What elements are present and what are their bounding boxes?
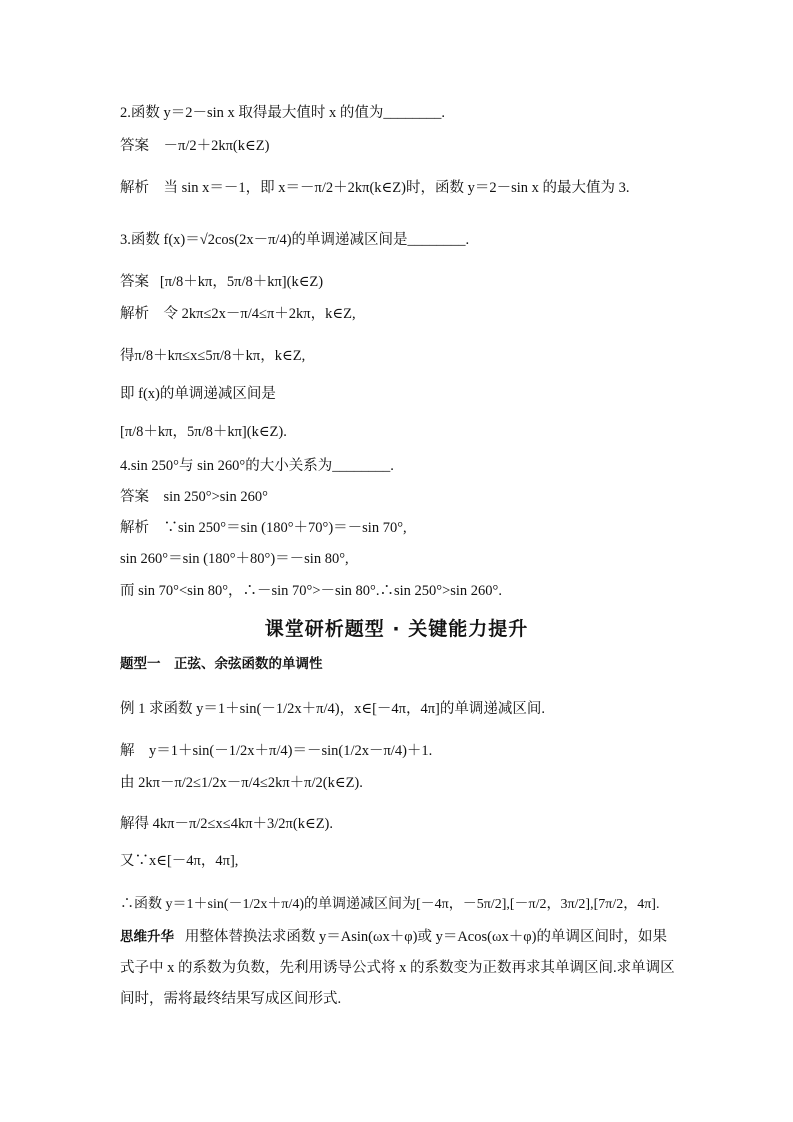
analysis-label: 解析 bbox=[120, 520, 149, 536]
q3-analysis-4 bbox=[120, 422, 287, 442]
type1-heading: 题型一 正弦、余弦函数的单调性 bbox=[120, 656, 323, 672]
summary-label: 思维升华 bbox=[120, 929, 174, 945]
section-title: 课堂研析题型 · 关键能力提升 bbox=[264, 618, 529, 640]
q2-question-text: 2.函数 y＝2－sin x 取得最大值时 x 的值为________. bbox=[120, 105, 446, 121]
solution-1 bbox=[120, 741, 432, 761]
answer-label: 答案 bbox=[120, 138, 149, 154]
q2-question bbox=[120, 103, 445, 123]
analysis-text: ∵sin 250°＝sin (180°＋70°)＝－sin 70°, bbox=[163, 520, 407, 536]
solution-2 bbox=[120, 773, 363, 793]
q4-analysis-1 bbox=[120, 518, 407, 538]
q2-analysis bbox=[120, 178, 630, 198]
q2-answer bbox=[120, 136, 269, 156]
q3-analysis-3 bbox=[120, 384, 276, 404]
analysis-text: 而 sin 70°<sin 80°，∴－sin 70°>－sin 80°.∴sin 250°>sin 260°. bbox=[120, 583, 502, 599]
analysis-text: 即 f(x)的单调递减区间是 bbox=[120, 386, 276, 402]
solution-text: 解得 4kπ－π/2≤x≤4kπ＋3/2π(k∈Z). bbox=[120, 816, 334, 832]
q4-answer bbox=[120, 487, 268, 507]
example-text: 例 1 求函数 y＝1＋sin(－1/2x＋π/4)，x∈[－4π，4π]的单调递减区间. bbox=[120, 701, 545, 717]
analysis-text: sin 260°＝sin (180°＋80°)＝－sin 80°, bbox=[120, 551, 349, 567]
q3-question bbox=[120, 230, 469, 250]
q4-question bbox=[120, 456, 394, 476]
solution-text: 由 2kπ－π/2≤1/2x－π/4≤2kπ＋π/2(k∈Z). bbox=[120, 775, 363, 791]
analysis-label: 解析 bbox=[120, 180, 149, 196]
q3-analysis-2 bbox=[120, 346, 305, 366]
analysis-text: 得π/8＋kπ≤x≤5π/8＋kπ，k∈Z, bbox=[120, 348, 306, 364]
answer-value: sin 250°>sin 260° bbox=[163, 489, 268, 505]
answer-value: [π/8＋kπ，5π/8＋kπ](k∈Z) bbox=[159, 274, 324, 290]
q3-question-text: 3.函数 f(x)＝√2cos(2x－π/4)的单调递减区间是________. bbox=[120, 232, 470, 248]
solution-text: 又∵x∈[－4π，4π], bbox=[120, 853, 239, 869]
solution-5 bbox=[120, 895, 659, 915]
q4-analysis-3 bbox=[120, 581, 502, 601]
example-1 bbox=[120, 699, 545, 719]
analysis-text: [π/8＋kπ，5π/8＋kπ](k∈Z). bbox=[120, 424, 287, 440]
analysis-text: 当 sin x＝－1，即 x＝－π/2＋2kπ(k∈Z)时，函数 y＝2－sin x 的最大值为 3. bbox=[163, 180, 630, 196]
q4-question-text: 4.sin 250°与 sin 260°的大小关系为________. bbox=[120, 458, 394, 474]
q3-answer bbox=[120, 272, 323, 292]
q4-analysis-2 bbox=[120, 549, 349, 569]
solution-4 bbox=[120, 851, 238, 871]
solution-label: 解 bbox=[120, 743, 135, 759]
summary-block bbox=[120, 922, 680, 1015]
summary-text: 用整体替换法求函数 y＝Asin(ωx＋φ)或 y＝Acos(ωx＋φ)的单调区间时，如果式子中 x 的系数为负数，先利用诱导公式将 x 的系数变为正数再求其单调区间.求单调区间时，需将最终结果写成区间形式. bbox=[120, 929, 675, 1007]
q3-analysis-1 bbox=[120, 304, 356, 324]
solution-text: y＝1＋sin(－1/2x＋π/4)＝－sin(1/2x－π/4)＋1. bbox=[149, 743, 433, 759]
answer-value: －π/2＋2kπ(k∈Z) bbox=[163, 138, 270, 154]
solution-3 bbox=[120, 814, 333, 834]
answer-label: 答案 bbox=[120, 274, 149, 290]
analysis-label: 解析 bbox=[120, 306, 149, 322]
analysis-text: 令 2kπ≤2x－π/4≤π＋2kπ，k∈Z, bbox=[163, 306, 356, 322]
solution-text: ∴函数 y＝1＋sin(－1/2x＋π/4)的单调递减区间为[－4π，－5π/2],[－π/2，3π/2],[7π/2，4π]. bbox=[120, 897, 660, 912]
answer-label: 答案 bbox=[120, 489, 149, 505]
